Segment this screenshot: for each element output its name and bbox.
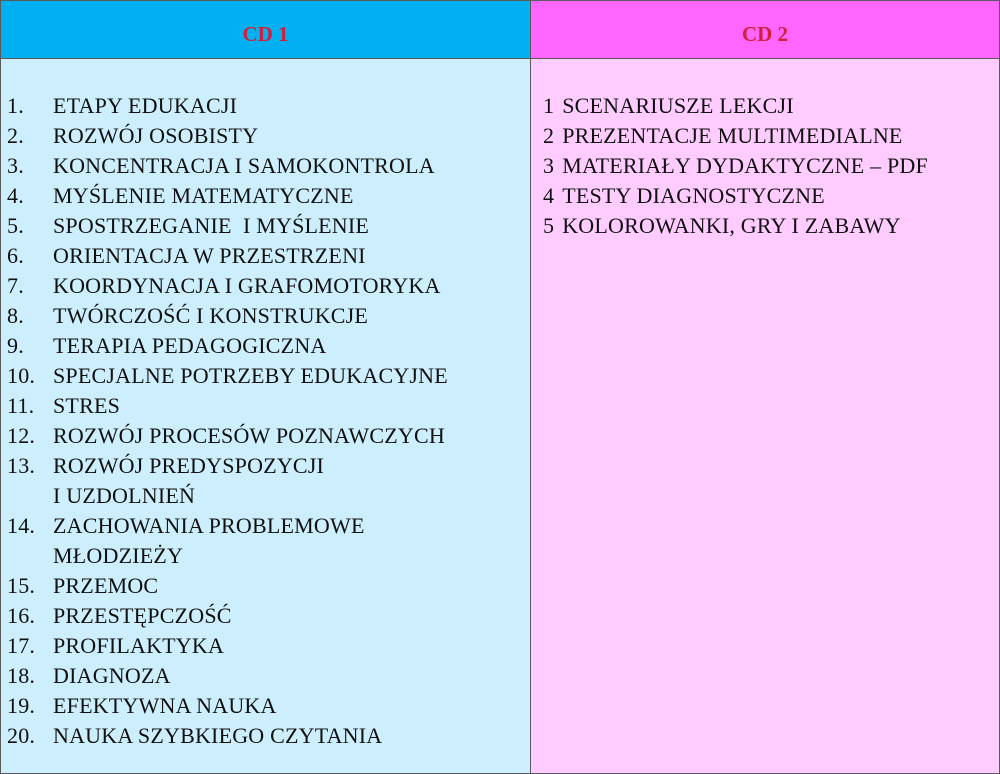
item-number: 13. bbox=[7, 453, 36, 478]
item-text: KOORDYNACJA I GRAFOMOTORYKA bbox=[53, 273, 441, 298]
item-text: PREZENTACJE MULTIMEDIALNE bbox=[562, 123, 903, 148]
item-text: SPOSTRZEGANIE I MYŚLENIE bbox=[53, 213, 370, 238]
item-number: 2. bbox=[7, 123, 24, 148]
list-item bbox=[543, 121, 999, 151]
item-text: TERAPIA PEDAGOGICZNA bbox=[53, 333, 327, 358]
item-number: 3 bbox=[543, 153, 555, 178]
item-number: 14. bbox=[7, 513, 36, 538]
list-item bbox=[1, 241, 530, 271]
item-text: TWÓRCZOŚĆ I KONSTRUKCJE bbox=[53, 303, 369, 328]
list-item bbox=[1, 481, 530, 511]
cd1-list bbox=[1, 91, 530, 751]
item-text: ORIENTACJA W PRZESTRZENI bbox=[53, 243, 366, 268]
item-number: 4. bbox=[7, 183, 24, 208]
list-item bbox=[1, 91, 530, 121]
item-number: 8. bbox=[7, 303, 24, 328]
list-item bbox=[1, 181, 530, 211]
item-text: ZACHOWANIA PROBLEMOWE bbox=[53, 513, 365, 538]
item-number: 5 bbox=[543, 213, 555, 238]
list-item bbox=[543, 211, 999, 241]
list-item bbox=[1, 121, 530, 151]
item-number: 5. bbox=[7, 213, 24, 238]
item-number bbox=[1, 541, 53, 571]
list-item bbox=[1, 571, 530, 601]
list-item bbox=[1, 691, 530, 721]
item-text: KONCENTRACJA I SAMOKONTROLA bbox=[53, 153, 435, 178]
item-number bbox=[1, 481, 53, 511]
item-number: 2 bbox=[543, 123, 555, 148]
item-text: KOLOROWANKI, GRY I ZABAWY bbox=[562, 213, 901, 238]
list-item bbox=[543, 91, 999, 121]
list-item bbox=[1, 361, 530, 391]
item-text: SPECJALNE POTRZEBY EDUKACYJNE bbox=[53, 363, 448, 388]
list-item bbox=[1, 601, 530, 631]
item-number: 11. bbox=[7, 393, 35, 418]
item-text: PRZESTĘPCZOŚĆ bbox=[53, 603, 232, 628]
item-number: 20. bbox=[7, 723, 36, 748]
item-number: 1. bbox=[7, 93, 24, 118]
cd1-header: CD 1 bbox=[1, 1, 530, 59]
item-number: 18. bbox=[7, 663, 36, 688]
item-number: 4 bbox=[543, 183, 555, 208]
list-item bbox=[1, 631, 530, 661]
item-text: I UZDOLNIEŃ bbox=[53, 483, 196, 508]
item-text: STRES bbox=[53, 393, 121, 418]
list-item bbox=[1, 541, 530, 571]
cd2-list bbox=[543, 91, 999, 241]
list-item bbox=[1, 721, 530, 751]
item-text: EFEKTYWNA NAUKA bbox=[53, 693, 277, 718]
item-number: 6. bbox=[7, 243, 24, 268]
list-item bbox=[1, 331, 530, 361]
list-item bbox=[543, 181, 999, 211]
item-number: 12. bbox=[7, 423, 36, 448]
item-text: MYŚLENIE MATEMATYCZNE bbox=[53, 183, 354, 208]
item-number: 7. bbox=[7, 273, 24, 298]
item-text: ROZWÓJ PREDYSPOZYCJI bbox=[53, 453, 325, 478]
item-text: SCENARIUSZE LEKCJI bbox=[562, 93, 794, 118]
item-number: 17. bbox=[7, 633, 36, 658]
list-item bbox=[1, 301, 530, 331]
item-text: ROZWÓJ PROCESÓW POZNAWCZYCH bbox=[53, 423, 445, 448]
list-item bbox=[1, 661, 530, 691]
item-text: DIAGNOZA bbox=[53, 663, 171, 688]
item-number: 16. bbox=[7, 603, 36, 628]
list-item bbox=[543, 151, 999, 181]
list-item bbox=[1, 451, 530, 481]
item-number: 19. bbox=[7, 693, 36, 718]
item-text: NAUKA SZYBKIEGO CZYTANIA bbox=[53, 723, 383, 748]
item-number: 1 bbox=[543, 93, 555, 118]
item-text: ROZWÓJ OSOBISTY bbox=[53, 123, 259, 148]
list-item bbox=[1, 151, 530, 181]
cd2-column bbox=[530, 0, 1000, 774]
item-text: MATERIAŁY DYDAKTYCZNE – PDF bbox=[562, 153, 928, 178]
item-number: 15. bbox=[7, 573, 36, 598]
item-text: TESTY DIAGNOSTYCZNE bbox=[562, 183, 825, 208]
item-text: MŁODZIEŻY bbox=[53, 543, 184, 568]
item-number: 9. bbox=[7, 333, 24, 358]
item-number: 3. bbox=[7, 153, 24, 178]
item-text: ETAPY EDUKACJI bbox=[53, 93, 238, 118]
item-number: 10. bbox=[7, 363, 36, 388]
list-item bbox=[1, 391, 530, 421]
list-item bbox=[1, 211, 530, 241]
list-item bbox=[1, 421, 530, 451]
cd2-header: CD 2 bbox=[531, 1, 999, 59]
list-item bbox=[1, 271, 530, 301]
item-text: PROFILAKTYKA bbox=[53, 633, 225, 658]
list-item bbox=[1, 511, 530, 541]
item-text: PRZEMOC bbox=[53, 573, 159, 598]
